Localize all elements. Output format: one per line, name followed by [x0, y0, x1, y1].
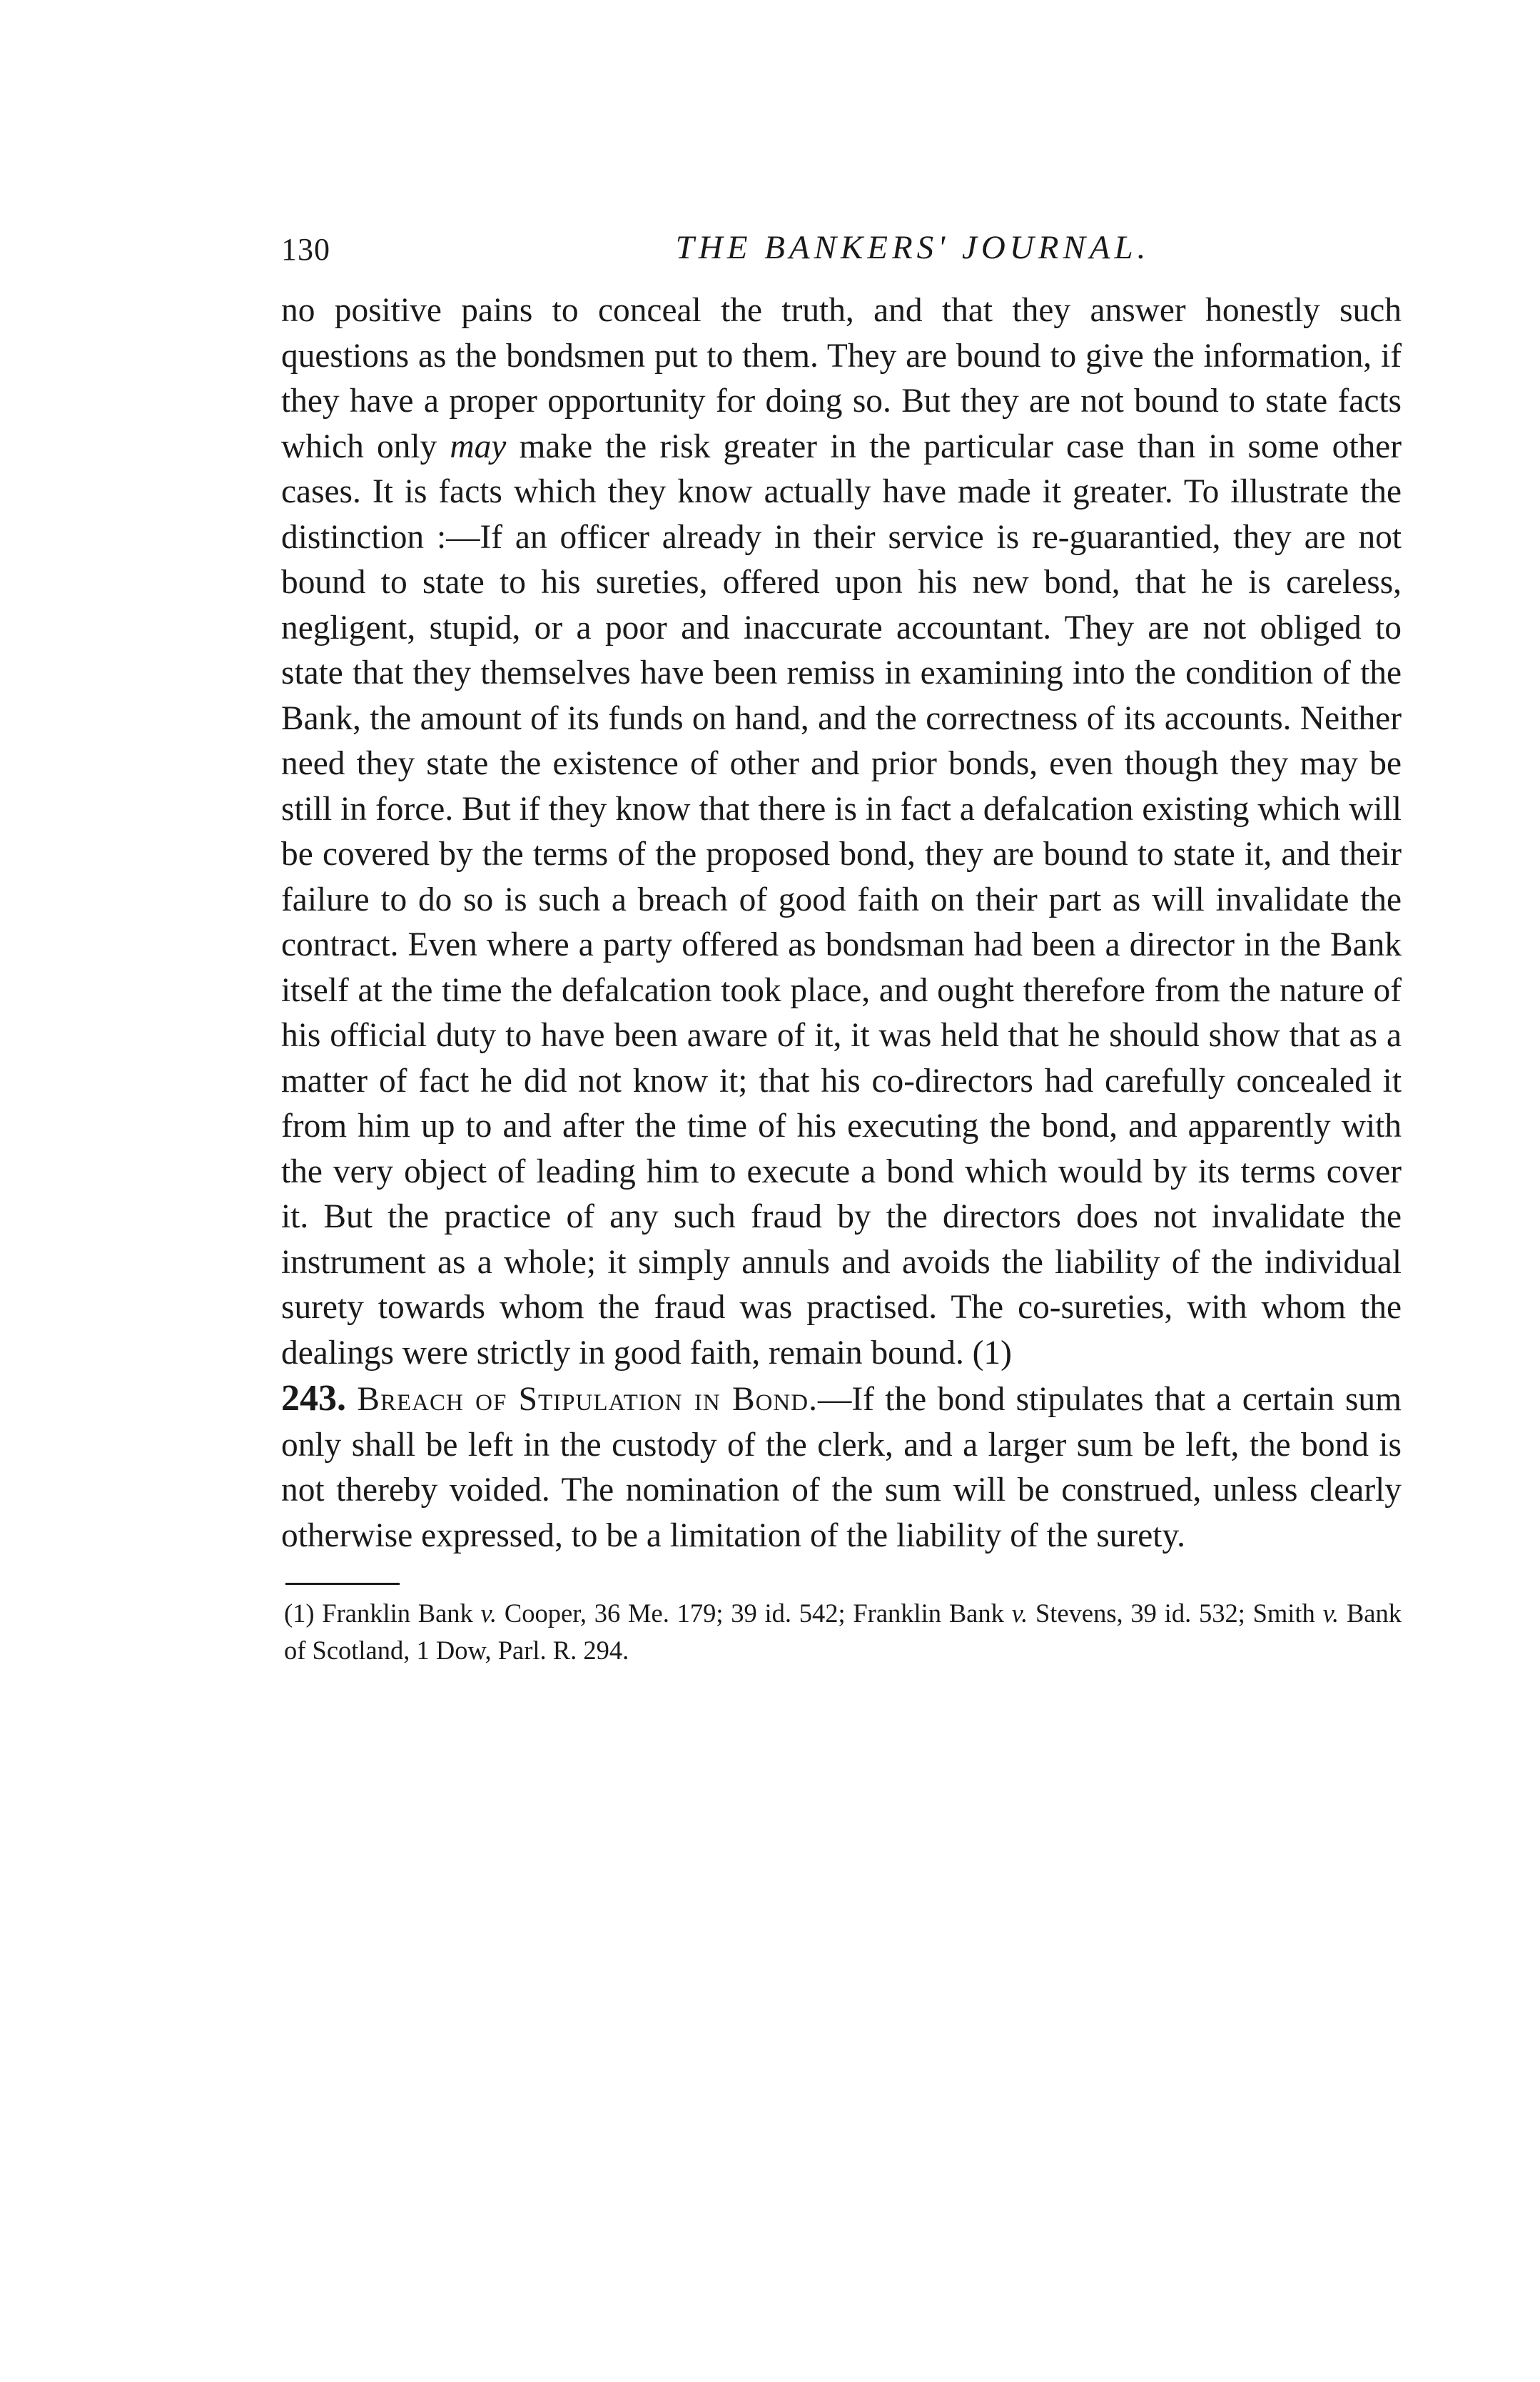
footnote-rule	[285, 1583, 400, 1585]
page-number: 130	[281, 232, 330, 267]
running-title: THE BANKERS' JOURNAL.	[675, 229, 1150, 266]
paragraph	[281, 288, 1402, 1376]
emphasis-may: may	[450, 427, 507, 465]
section-text: —If the bond stipulates that a certain sum only shall be left in the custody of the clerk, and a larger sum be left, the bond is not thereby voided. The nomination of the sum will be construed, unless clearly otherwise expressed, to be a limitation of the liability of the surety.	[281, 1381, 1402, 1554]
footnote-versus: v.	[1011, 1598, 1028, 1628]
section-number: 243.	[281, 1378, 346, 1419]
section-heading: Breach of Stipulation in Bond.	[357, 1381, 818, 1418]
footnote-text: (1) Franklin Bank	[284, 1598, 481, 1628]
page	[281, 214, 1402, 1669]
footnote-text: Bank of Scotland, 1 Dow, Parl. R. 294.	[284, 1598, 1402, 1665]
body-text	[281, 288, 1402, 1559]
footnote-versus: v.	[480, 1598, 497, 1628]
footnote-text: Stevens, 39 id. 532; Smith	[1028, 1598, 1323, 1628]
paragraph-text-continued: make the risk greater in the particular case than in some other cases. It is facts which they know actually have made it greater. To illustrate the distinction :—If an officer already in their service is re-guarantied, they are not bound to state to his sureties, offered upon his new bond, that he is careless, negligent, stupid, or a poor and inaccurate accountant. They are not obliged to state that they themselves have been remiss in examining into the condition of the Bank, the amount of its funds on hand, and the correctness of its accounts. Neither need they state the existence of other and prior bonds, even though they may be still in force. But if they know that there is in fact a defalcation existing which will be covered by the terms of the proposed bond, they are bound to state it, and their failure to do so is such a breach of good faith on their part as will invalidate the contract. Even where a party offered as bondsman had been a director in the Bank itself at the time the defalcation took place, and ought therefore from the nature of his official duty to have been aware of it, it was held that he should show that as a matter of fact he did not know it; that his co-directors had carefully concealed it from him up to and after the time of his executing the bond, and apparently with the very object of leading him to execute a bond which would by its terms cover it. But the practice of any such fraud by the directors does not invalidate the instrument as a whole; it simply annuls and avoids the liability of the individual surety towards whom the fraud was practised. The co-sureties, with whom the dealings were strictly in good faith, remain bound. (1)	[281, 427, 1402, 1372]
footnote-text: Cooper, 36 Me. 179; 39 id. 542; Franklin Bank	[497, 1598, 1012, 1628]
footnote-1	[284, 1595, 1402, 1669]
footnotes	[281, 1595, 1402, 1669]
footnote-versus: v.	[1322, 1598, 1339, 1628]
paragraph-text: no positive pains to conceal the truth, and that they answer honestly such questions as the bondsmen put to them. They are bound to give the information, if they have a proper opportunity for doing so. But they are not bound to state facts which only	[281, 292, 1402, 465]
running-head	[281, 214, 1402, 278]
section-243	[281, 1376, 1402, 1559]
